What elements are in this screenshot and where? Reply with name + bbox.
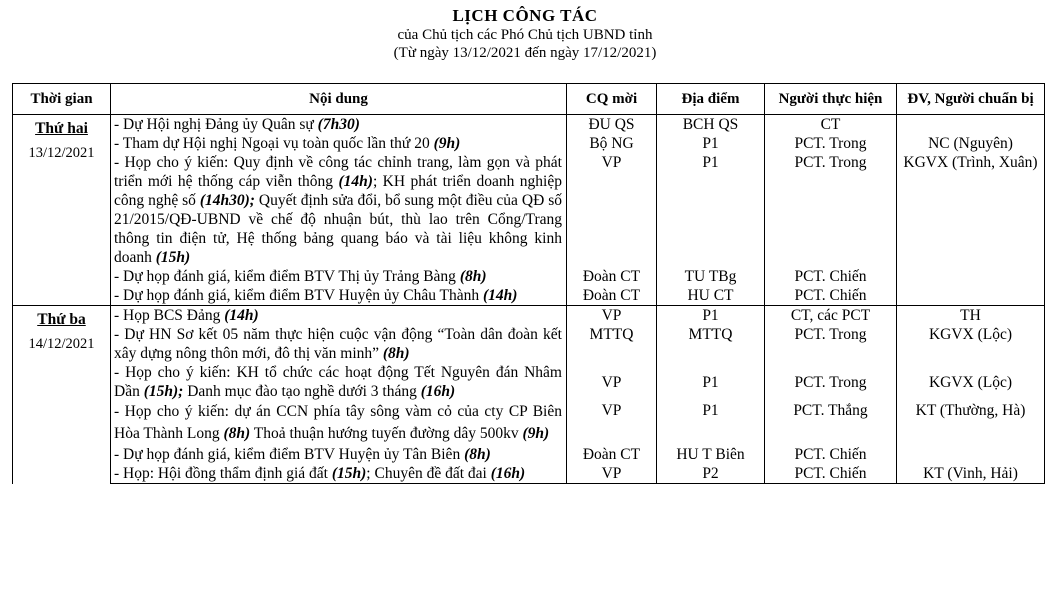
table-row <box>13 134 1045 153</box>
event-executor: PCT. Trong <box>765 153 897 267</box>
event-content: - Tham dự Hội nghị Ngoại vụ toàn quốc lần thứ 20 (9h) <box>111 134 567 153</box>
event-preparer <box>897 115 1045 135</box>
table-row <box>13 267 1045 286</box>
event-inviter: Đoàn CT <box>567 445 657 464</box>
event-time: (16h) <box>420 383 456 400</box>
event-location: P1 <box>657 401 765 445</box>
event-executor: PCT. Chiến <box>765 464 897 484</box>
event-location: P1 <box>657 306 765 326</box>
event-executor: PCT. Trong <box>765 325 897 363</box>
event-location: HU CT <box>657 286 765 306</box>
event-content: - Dự họp đánh giá, kiểm điểm BTV Thị ủy Trảng Bàng (8h) <box>111 267 567 286</box>
event-time: (16h) <box>490 465 526 482</box>
event-location: P1 <box>657 153 765 267</box>
col-header-inviter: CQ mời <box>567 84 657 115</box>
table-row <box>13 115 1045 135</box>
event-inviter: VP <box>567 401 657 445</box>
event-inviter: VP <box>567 363 657 401</box>
day-date: 13/12/2021 <box>28 145 95 161</box>
day-cell <box>13 306 111 484</box>
event-location: P1 <box>657 363 765 401</box>
event-preparer: KT (Vinh, Hải) <box>897 464 1045 484</box>
event-location: TU TBg <box>657 267 765 286</box>
event-executor: PCT. Chiến <box>765 286 897 306</box>
table-row <box>13 363 1045 401</box>
day-name: Thứ hai <box>35 120 88 137</box>
document-header <box>0 0 1050 62</box>
event-content: - Dự họp đánh giá, kiểm điểm BTV Huyện ủy Tân Biên (8h) <box>111 445 567 464</box>
event-inviter: Đoàn CT <box>567 267 657 286</box>
event-executor: PCT. Trong <box>765 363 897 401</box>
event-executor: PCT. Trong <box>765 134 897 153</box>
event-content: - Họp BCS Đảng (14h) <box>111 306 567 326</box>
day-date: 14/12/2021 <box>28 336 95 352</box>
event-preparer <box>897 286 1045 306</box>
event-content: - Dự họp đánh giá, kiểm điểm BTV Huyện ủy Châu Thành (14h) <box>111 286 567 306</box>
day-name: Thứ ba <box>37 311 86 328</box>
event-time: (14h30); <box>199 192 255 209</box>
schedule-table <box>12 83 1045 484</box>
event-preparer: KT (Thường, Hà) <box>897 401 1045 445</box>
event-time: (15h); <box>143 383 184 400</box>
event-preparer: KGVX (Lộc) <box>897 363 1045 401</box>
event-location: P2 <box>657 464 765 484</box>
event-inviter: ĐU QS <box>567 115 657 135</box>
event-time: (8h) <box>223 425 251 442</box>
date-range: (Từ ngày 13/12/2021 đến ngày 17/12/2021) <box>393 45 657 61</box>
event-preparer: TH <box>897 306 1045 326</box>
table-header-row <box>13 84 1045 115</box>
event-time: (14h) <box>338 173 373 190</box>
event-inviter: Bộ NG <box>567 134 657 153</box>
event-executor: PCT. Chiến <box>765 267 897 286</box>
event-content: - Họp cho ý kiến: Quy định về công tác chỉnh trang, làm gọn và phát triển mới hệ thống cáp viễn thông (14h); KH phát triển doanh nghiệp công nghệ số (14h30); Quyết định sửa đổi, bổ sung một điều của QĐ số 21/2015/QĐ-UBND về chế độ nhuận bút, thù lao trên Cổng/Trang thông tin điện tử, Hệ thống bảng quang báo và tài liệu không kinh doanh (15h) <box>111 153 567 267</box>
event-time: (14h) <box>224 307 259 324</box>
event-location: HU T Biên <box>657 445 765 464</box>
event-preparer: KGVX (Trình, Xuân) <box>897 153 1045 267</box>
event-content: - Họp cho ý kiến: KH tổ chức các hoạt động Tết Nguyên đán Nhâm Dần (15h); Danh mục đào tạo nghề dưới 3 tháng (16h) <box>111 363 567 401</box>
event-time: (7h30) <box>317 116 360 133</box>
event-location: MTTQ <box>657 325 765 363</box>
event-time: (8h) <box>464 446 491 463</box>
event-time: (9h) <box>433 135 461 152</box>
event-inviter: VP <box>567 464 657 484</box>
col-header-content: Nội dung <box>111 84 567 115</box>
event-time: (8h) <box>382 345 410 362</box>
table-row <box>13 325 1045 363</box>
event-time: (15h) <box>155 249 191 266</box>
event-content: - Họp: Hội đồng thẩm định giá đất (15h); Chuyên đề đất đai (16h) <box>111 464 567 484</box>
event-executor: CT, các PCT <box>765 306 897 326</box>
event-inviter: VP <box>567 153 657 267</box>
col-header-preparer: ĐV, Người chuẩn bị <box>897 84 1045 115</box>
event-executor: PCT. Thắng <box>765 401 897 445</box>
event-executor: PCT. Chiến <box>765 445 897 464</box>
page-title: LỊCH CÔNG TÁC <box>452 6 598 25</box>
event-time: (9h) <box>522 425 550 442</box>
event-executor: CT <box>765 115 897 135</box>
event-content: - Họp cho ý kiến: dự án CCN phía tây sông vàm cỏ của cty CP Biên Hòa Thành Long (8h) Thoả thuận hướng tuyến đường dây 500kv (9h) <box>111 401 567 445</box>
col-header-executor: Người thực hiện <box>765 84 897 115</box>
event-preparer: KGVX (Lộc) <box>897 325 1045 363</box>
table-row <box>13 153 1045 267</box>
event-inviter: MTTQ <box>567 325 657 363</box>
event-time: (8h) <box>459 268 487 285</box>
event-content: - Dự HN Sơ kết 05 năm thực hiện cuộc vận động “Toàn dân đoàn kết xây dựng nông thôn mới, đô thị văn minh” (8h) <box>111 325 567 363</box>
event-preparer <box>897 267 1045 286</box>
page-subtitle: của Chủ tịch các Phó Chủ tịch UBND tỉnh <box>397 27 653 43</box>
event-preparer: NC (Nguyên) <box>897 134 1045 153</box>
event-content: - Dự Hội nghị Đảng ủy Quân sự (7h30) <box>111 115 567 135</box>
table-row <box>13 401 1045 445</box>
event-inviter: Đoàn CT <box>567 286 657 306</box>
event-time: (15h) <box>331 465 367 482</box>
event-location: BCH QS <box>657 115 765 135</box>
event-preparer <box>897 445 1045 464</box>
table-row <box>13 286 1045 306</box>
table-row <box>13 306 1045 326</box>
event-location: P1 <box>657 134 765 153</box>
day-cell <box>13 115 111 306</box>
table-row <box>13 464 1045 484</box>
event-time: (14h) <box>483 287 518 304</box>
col-header-location: Địa điểm <box>657 84 765 115</box>
col-header-time: Thời gian <box>13 84 111 115</box>
event-inviter: VP <box>567 306 657 326</box>
table-row <box>13 445 1045 464</box>
